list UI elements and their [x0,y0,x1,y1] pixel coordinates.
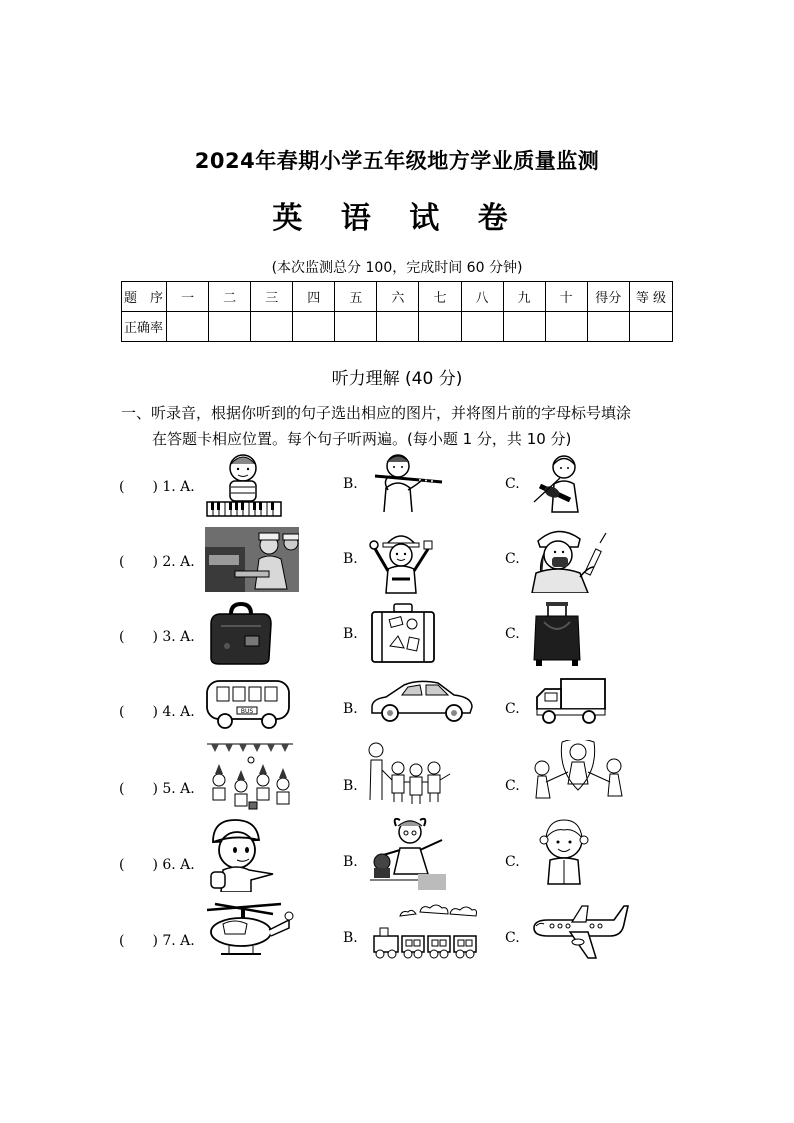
question-5 [0,740,794,810]
option-c-label: C. [505,626,520,642]
table-cell [587,312,629,342]
question-label: ( ) 3. A. [119,629,195,645]
exam-title: 2024年春期小学五年级地方学业质量监测 [194,149,600,173]
table-cell [377,312,419,342]
table-cell: 四 [293,282,335,312]
question-label: ( ) 1. A. [119,479,195,495]
table-cell: 得分 [587,282,629,312]
children-walking-picture [364,740,454,808]
question-label: ( ) 7. A. [119,933,195,949]
children-playing-picture [528,740,632,806]
question-7 [0,902,794,972]
table-cell [335,312,377,342]
worker-with-wrench-picture [368,527,434,595]
table-cell: 等 级 [629,282,672,312]
birthday-party-picture [205,740,295,810]
car-picture [368,677,476,723]
exam-note: (本次监测总分 100，完成时间 60 分钟) [271,260,523,276]
option-c-label: C. [505,778,520,794]
suitcase-with-stickers-picture [368,602,436,666]
table-cell: 一 [167,282,209,312]
table-cell: 九 [503,282,545,312]
dark-bag-picture [207,602,273,666]
train-picture [370,902,480,962]
rolling-luggage-picture [530,602,584,670]
option-b-label: B. [343,476,358,492]
question-label: ( ) 2. A. [119,554,195,570]
question-label: ( ) 4. A. [119,704,195,720]
score-table-header-row [122,282,673,312]
table-cell: 二 [209,282,251,312]
table-cell [503,312,545,342]
option-c-label: C. [505,854,520,870]
table-cell [629,312,672,342]
table-cell: 正确率 [122,312,167,342]
table-cell [167,312,209,342]
score-table [121,281,673,342]
option-c-label: C. [505,551,520,567]
question-label: ( ) 6. A. [119,857,195,873]
option-b-label: B. [343,930,358,946]
girl-smiling-picture [534,816,594,886]
table-cell: 五 [335,282,377,312]
girl-dancing-picture [370,816,450,890]
option-b-label: B. [343,551,358,567]
score-table-answer-row [122,312,673,342]
boy-with-cap-picture [207,816,277,892]
table-cell [545,312,587,342]
question-1 [0,452,794,522]
question-6 [0,816,794,886]
table-cell: 十 [545,282,587,312]
truck-picture [535,677,607,725]
option-c-label: C. [505,476,520,492]
bus-picture [205,677,291,731]
question-4 [0,677,794,747]
girl-playing-violin-picture [530,452,592,516]
section-instruction [121,400,681,452]
table-cell: 六 [377,282,419,312]
option-b-label: B. [343,626,358,642]
table-cell [209,312,251,342]
nurse-with-syringe-picture [528,527,612,593]
table-cell [251,312,293,342]
question-2 [0,527,794,597]
instruction-line-1: 一、听录音，根据你听到的句子选出相应的图片，并将图片前的字母标号填涂 [121,404,632,422]
svg-text:BUS: BUS [240,708,254,715]
factory-workers-picture [205,527,299,592]
exam-subtitle: 英 语 试 卷 [272,201,522,236]
question-label: ( ) 5. A. [119,781,195,797]
option-b-label: B. [343,854,358,870]
option-c-label: C. [505,701,520,717]
airplane-picture [530,902,630,960]
table-cell [461,312,503,342]
instruction-line-2: 在答题卡相应位置。每个句子听两遍。(每小题 1 分，共 10 分) [152,430,572,448]
table-cell: 七 [419,282,461,312]
man-playing-flute-picture [370,452,445,514]
helicopter-picture [203,902,295,962]
boy-playing-piano-picture [205,452,283,518]
table-cell: 三 [251,282,293,312]
section-title: 听力理解 (40 分) [331,369,463,389]
table-cell [419,312,461,342]
question-3 [0,602,794,672]
table-cell [293,312,335,342]
table-cell: 八 [461,282,503,312]
option-b-label: B. [343,778,358,794]
table-cell: 题 序 [122,282,167,312]
option-c-label: C. [505,930,520,946]
option-b-label: B. [343,701,358,717]
